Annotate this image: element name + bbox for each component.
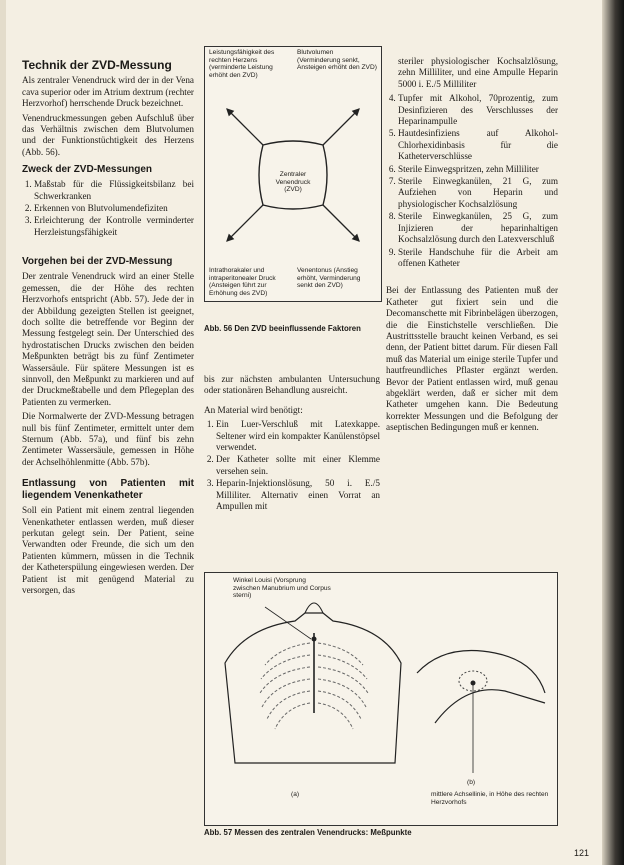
figure-56-caption: Abb. 56 Den ZVD beeinflussende Faktoren [204,324,361,333]
list-item: 5. Hautdesinfiziens auf Alkohol-Chlorhexidinbasis für die Katheterverschlüsse [398,128,558,162]
paragraph: Bei der Entlassung des Patienten muß der Katheter gut fixiert sein und die Decomanschette mit Fibrinbelägen überzogen, die die Einstichstelle verschließen. Die Austrittsstelle braucht keinen Verband, es sei denn, der Patient bittet darum. Für diesen Fall muß das Material um einige sterile Tupfer und hautfreundliches Pflaster ergänzt werden. Bevor der Patient entlassen wird, muß genau abgeklärt werden, daß er sicher mit dem Katheter umgehen kann. Die Bedeutung korrekter Messungen und die Befolgung der aseptischen Bedingungen muß er kennen. [386,285,558,433]
measuring-point-axilla [471,681,476,686]
left-column [22,60,194,599]
numbered-list [22,179,194,238]
arm-outline [417,651,545,694]
paragraph: Als zentraler Venendruck wird der in der Vena cava superior oder im Atrium dextrum (rechter Herzvorhof) herrschende Druck bezeichnet. [22,75,194,109]
paragraph: An Material wird benötigt: [204,404,303,415]
list-item: 4. Tupfer mit Alkohol, 70prozentig, zum Desinfizieren des Verschlusses der Heparinampulle [398,93,558,127]
figure-label-b: (b) [467,779,476,786]
factor-intrathoracic-pressure: Intrathorakaler und intraperitonealer Druck (Ansteigen führt zur Erhöhung des ZVD) [209,267,276,297]
list-item: 7. Sterile Einwegkanülen, 21 G, zum Aufziehen von Heparin und physiologischer Kochsalzlösung [398,176,558,210]
subheading: Vorgehen bei der ZVD-Messung [22,256,173,268]
factor-blood-volume: Blutvolumen (Verminderung senkt, Ansteigen erhöht den ZVD) [297,49,377,72]
arrow-upper-left [227,109,263,145]
factor-venous-tone: Venentonus (Anstieg erhöht, Verminderung senkt den ZVD) [297,267,361,290]
chest-illustration [205,573,557,825]
page-left-edge [0,0,6,865]
neck-outline [305,603,323,613]
central-venous-pressure-label: Zentraler Venendruck (ZVD) [275,171,311,194]
right-column [386,56,558,437]
list-item: 3. Erleichterung der Kontrolle verminderter Herzleistungsfähigkeit [34,215,194,238]
figure-label-a: (a) [291,791,300,798]
pointer-sternal-angle [265,607,311,639]
subheading: Zweck der ZVD-Messungen [22,164,153,176]
paragraph: Soll ein Patient mit einem zentral liegenden Venenkatheter entlassen werden, muß dieser perkutan gelegt sein. Der Patient, seine Verwandten oder Freunde, die sich um den Patienten kümmern, müssen in die Technik der Katheterspülung eingewiesen werden. Der Patient ist mit genügend Material zu versorgen, das [22,505,194,596]
figure-57 [204,572,558,826]
subheading: Entlassung von Patienten mit liegendem Venenkatheter [22,478,194,502]
torso-outline [225,613,401,763]
book-binding-shadow [602,0,624,865]
numbered-list [386,93,558,269]
page-number: 121 [574,848,590,858]
arrow-lower-right [323,205,359,241]
list-item: 1. Maßstab für die Flüssigkeitsbilanz bei Schwerkranken [34,179,194,202]
paragraph: Die Normalwerte der ZVD-Messung betragen null bis fünf Zentimeter, ermittelt unter dem Sternum (Abb. 57a), und fünf bis zehn Zentimeter Wassersäule, gemessen in Höhe der Achselhöhlenmitte (Abb. 57b). [22,411,194,467]
list-item: 8. Sterile Einwegkanülen, 25 G, zum Injizieren der heparinhaltigen Kochsalzlösung durch den Latexverschluß [398,211,558,245]
list-item: 3. Heparin-Injektionslösung, 50 i. E./5 Milliliter. Alternativ einen Vorrat an Ampullen mit [216,478,380,512]
figure-56 [204,46,382,302]
numbered-list [204,419,380,512]
middle-column [204,374,380,513]
mid-axillary-line-label: mittlere Achsellinie, in Höhe des rechten Herzvorhofs [431,791,549,806]
paragraph: bis zur nächsten ambulanten Untersuchung oder stationären Behandlung ausreicht. [204,374,380,396]
paragraph: Venendruckmessungen geben Aufschluß über das Verhältnis zwischen dem Blutvolumen und der Funktionstüchtigkeit des Herzens (Abb. 56). [22,112,194,157]
list-item: 6. Sterile Einwegspritzen, zehn Milliliter [398,164,558,175]
figure-57-caption: Abb. 57 Messen des zentralen Venendrucks: Meßpunkte [204,828,412,837]
list-item: 1. Ein Luer-Verschluß mit Latexkappe. Seltener wird ein kompakter Kanülenstöpsel verwendet. [216,419,380,453]
paragraph: steriler physiologischer Kochsalzlösung, zehn Milliliter, und eine Ampulle Heparin 5000 i. E./5 Milliliter [398,56,558,89]
list-item: 2. Der Katheter sollte mit einer Klemme versehen sein. [216,454,380,477]
list-item: 2. Erkennen von Blutvolumendefiziten [34,203,194,214]
list-item: 9. Sterile Handschuhe für die Arbeit am offenen Katheter [398,247,558,270]
paragraph: Der zentrale Venendruck wird an einer Stelle gemessen, die der Höhe des rechten Herzvorhofs entspricht (Abb. 57). Jede der in der Abbildung gezeigten Stellen ist geeignet, doch sollte die betreffende vor Beginn der Messung festgelegt sein. Der Unterschied des hydrostatischen Drucks zwischen den beiden Meßpunkten beträgt bis zu fünf Zentimeter Wassersäule. Für spätere Messungen ist es sinnvoll, den Meßpunkt zu markieren und auf der Druckmeßtabelle und dem Pflegeplan des Patienten zu vermerken. [22,271,194,407]
factor-right-heart: Leistungsfähigkeit des rechten Herzens (verminderte Leistung erhöht den ZVD) [209,49,275,79]
arrow-upper-right [323,109,359,145]
section-title: Technik der ZVD-Messung [22,58,172,72]
sternal-angle-label: Winkel Louisi (Vorsprung zwischen Manubrium und Corpus sterni) [233,577,331,600]
torso-side-outline [435,690,545,723]
measuring-point-sternum [312,637,317,642]
arrow-lower-left [227,205,263,241]
